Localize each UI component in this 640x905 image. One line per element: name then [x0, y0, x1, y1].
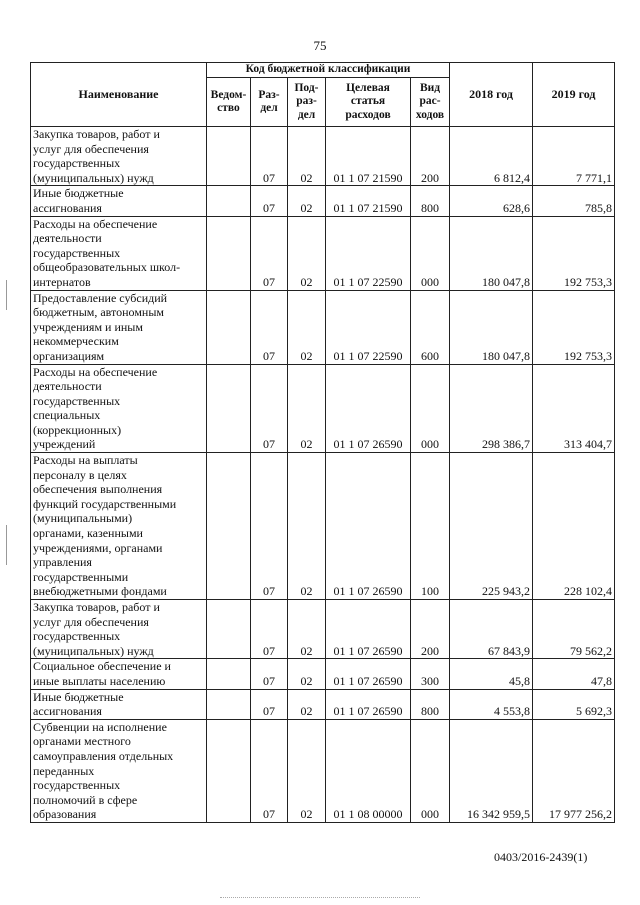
- row-2019: 228 102,4: [533, 453, 615, 600]
- row-section: 07: [251, 689, 288, 719]
- row-type: 800: [411, 186, 450, 216]
- row-subsection: 02: [288, 216, 326, 290]
- row-section: 07: [251, 719, 288, 822]
- table-row: [31, 364, 615, 453]
- row-target: 01 1 07 26590: [326, 689, 411, 719]
- table-row: [31, 719, 615, 822]
- row-subsection: 02: [288, 290, 326, 364]
- row-type: 000: [411, 719, 450, 822]
- row-type: 200: [411, 127, 450, 186]
- row-target: 01 1 07 26590: [326, 659, 411, 689]
- col-header-ministry: Ведом- ство: [207, 78, 251, 127]
- row-ministry: [207, 453, 251, 600]
- row-2018: 298 386,7: [450, 364, 533, 453]
- row-name: Субвенции на исполнение органами местного самоуправления отдельных переданных государственных полномочий в сфере образования: [31, 719, 207, 822]
- row-type: 600: [411, 290, 450, 364]
- row-ministry: [207, 186, 251, 216]
- row-target: 01 1 07 21590: [326, 127, 411, 186]
- row-type: 800: [411, 689, 450, 719]
- col-header-subsection: Под- раз- дел: [288, 78, 326, 127]
- row-name: Расходы на обеспечение деятельности государственных специальных (коррекционных) учреждений: [31, 364, 207, 453]
- row-ministry: [207, 689, 251, 719]
- row-target: 01 1 07 26590: [326, 364, 411, 453]
- row-target: 01 1 07 21590: [326, 186, 411, 216]
- table-row: [31, 689, 615, 719]
- page-number: 75: [313, 38, 327, 53]
- col-header-name: Наименование: [31, 63, 207, 127]
- row-ministry: [207, 364, 251, 453]
- table-row: [31, 216, 615, 290]
- row-section: 07: [251, 600, 288, 659]
- table-row: [31, 127, 615, 186]
- row-section: 07: [251, 127, 288, 186]
- col-header-section: Раз- дел: [251, 78, 288, 127]
- row-name: Расходы на выплаты персоналу в целях обеспечения выполнения функций государственными (муниципальными) органами, казенными учреждениями, органами управления государственными внебюджетными фондами: [31, 453, 207, 600]
- row-type: 300: [411, 659, 450, 689]
- col-header-2019: 2019 год: [533, 63, 615, 127]
- budget-table: [30, 62, 615, 823]
- row-2019: 47,8: [533, 659, 615, 689]
- row-subsection: 02: [288, 659, 326, 689]
- row-2018: 6 812,4: [450, 127, 533, 186]
- row-type: 000: [411, 216, 450, 290]
- row-2019: 785,8: [533, 186, 615, 216]
- row-target: 01 1 07 26590: [326, 600, 411, 659]
- row-section: 07: [251, 216, 288, 290]
- row-subsection: 02: [288, 689, 326, 719]
- row-type: 100: [411, 453, 450, 600]
- row-ministry: [207, 127, 251, 186]
- table-row: [31, 659, 615, 689]
- row-2019: 313 404,7: [533, 364, 615, 453]
- row-2019: 5 692,3: [533, 689, 615, 719]
- row-2018: 45,8: [450, 659, 533, 689]
- row-subsection: 02: [288, 364, 326, 453]
- row-name: Иные бюджетные ассигнования: [31, 186, 207, 216]
- row-2018: 67 843,9: [450, 600, 533, 659]
- code-group-header: Код бюджетной классификации: [207, 63, 450, 78]
- row-subsection: 02: [288, 127, 326, 186]
- row-name: Иные бюджетные ассигнования: [31, 689, 207, 719]
- row-target: 01 1 07 26590: [326, 453, 411, 600]
- table-row: [31, 186, 615, 216]
- row-2018: 225 943,2: [450, 453, 533, 600]
- row-name: Предоставление субсидий бюджетным, автономным учреждениям и иным некоммерческим организациям: [31, 290, 207, 364]
- row-subsection: 02: [288, 719, 326, 822]
- row-name: Расходы на обеспечение деятельности государственных общеобразовательных школ- интернатов: [31, 216, 207, 290]
- document-code: 0403/2016-2439(1): [494, 850, 588, 864]
- row-ministry: [207, 600, 251, 659]
- row-type: 200: [411, 600, 450, 659]
- row-2018: 4 553,8: [450, 689, 533, 719]
- table-row: [31, 600, 615, 659]
- margin-mark: [6, 280, 7, 310]
- col-header-target: Целевая статья расходов: [326, 78, 411, 127]
- row-2019: 192 753,3: [533, 290, 615, 364]
- row-type: 000: [411, 364, 450, 453]
- row-2019: 192 753,3: [533, 216, 615, 290]
- row-target: 01 1 07 22590: [326, 216, 411, 290]
- row-subsection: 02: [288, 186, 326, 216]
- row-section: 07: [251, 364, 288, 453]
- row-2018: 628,6: [450, 186, 533, 216]
- row-ministry: [207, 659, 251, 689]
- row-subsection: 02: [288, 453, 326, 600]
- scan-artifact: [220, 897, 420, 900]
- row-target: 01 1 07 22590: [326, 290, 411, 364]
- row-2019: 7 771,1: [533, 127, 615, 186]
- row-name: Социальное обеспечение и иные выплаты населению: [31, 659, 207, 689]
- table-row: [31, 453, 615, 600]
- row-2018: 180 047,8: [450, 216, 533, 290]
- row-section: 07: [251, 290, 288, 364]
- row-ministry: [207, 216, 251, 290]
- row-2019: 79 562,2: [533, 600, 615, 659]
- row-2019: 17 977 256,2: [533, 719, 615, 822]
- row-2018: 16 342 959,5: [450, 719, 533, 822]
- row-ministry: [207, 719, 251, 822]
- row-section: 07: [251, 186, 288, 216]
- row-name: Закупка товаров, работ и услуг для обеспечения государственных (муниципальных) нужд: [31, 600, 207, 659]
- row-2018: 180 047,8: [450, 290, 533, 364]
- row-section: 07: [251, 453, 288, 600]
- row-ministry: [207, 290, 251, 364]
- row-name: Закупка товаров, работ и услуг для обеспечения государственных (муниципальных) нужд: [31, 127, 207, 186]
- margin-mark: [6, 525, 7, 565]
- row-section: 07: [251, 659, 288, 689]
- row-subsection: 02: [288, 600, 326, 659]
- col-header-type: Вид рас- ходов: [411, 78, 450, 127]
- row-target: 01 1 08 00000: [326, 719, 411, 822]
- col-header-2018: 2018 год: [450, 63, 533, 127]
- table-row: [31, 290, 615, 364]
